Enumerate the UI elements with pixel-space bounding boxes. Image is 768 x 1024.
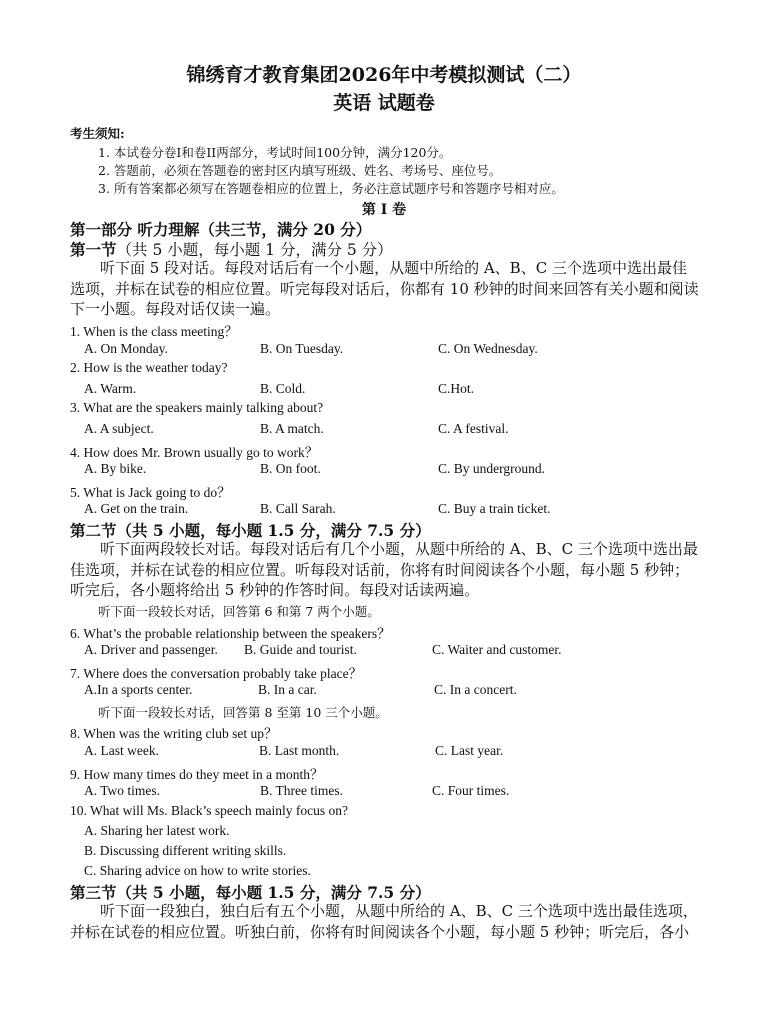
section2-note: 听下面一段较长对话，回答第 6 和第 7 两个小题。 [98, 604, 380, 619]
question: 9. How many times do they meet in a month？ [70, 767, 324, 782]
option-b: B. On Tuesday. [260, 341, 344, 356]
volume-title: 第 I 卷 [361, 202, 407, 218]
notice-item: 3. 所有答案都必须写在答题卷相应的位置上，务必注意试题序号和答题序号相对应。 [98, 181, 564, 196]
question: 5. What is Jack going to do？ [70, 485, 231, 500]
question: 1. When is the class meeting？ [70, 324, 238, 339]
question: 7. Where does the conversation probably take place？ [70, 666, 363, 681]
option-a: A. On Monday. [84, 341, 168, 356]
question: 3. What are the speakers mainly talking about? [70, 400, 324, 415]
notice-item: 2. 答题前，必须在答题卷的密封区内填写班级、姓名、考场号、座位号。 [98, 163, 502, 178]
option-b: B. Guide and tourist. [244, 642, 357, 657]
option-c: C. Sharing advice on how to write stories. [84, 863, 311, 878]
section3-title: 第三节（共 5 小题，每小题 1.5 分，满分 7.5 分） [70, 883, 431, 902]
question: 10. What will Ms. Black’s speech mainly focus on? [70, 803, 348, 818]
option-b: B. Cold. [260, 381, 306, 396]
option-c: C. Last year. [435, 743, 504, 758]
option-b: B. Three times. [260, 783, 343, 798]
option-b: B. On foot. [260, 461, 321, 476]
option-c: C. Waiter and customer. [432, 642, 562, 657]
option-a: A. Sharing her latest work. [84, 823, 230, 838]
section1-title: 第一节（共 5 小题，每小题 1 分，满分 5 分） [70, 240, 393, 259]
option-c: C. By underground. [438, 461, 545, 476]
option-b: B. Call Sarah. [260, 501, 336, 516]
option-c: C.Hot. [438, 381, 475, 396]
option-a: A. Two times. [84, 783, 161, 798]
option-c: C. Buy a train ticket. [438, 501, 551, 516]
exam-subtitle: 英语 试题卷 [333, 92, 435, 114]
notice-item: 1. 本试卷分卷I和卷II两部分，考试时间100分钟，满分120分。 [98, 145, 452, 160]
part1-title: 第一部分 听力理解（共三节，满分 20 分） [70, 220, 372, 239]
option-b: B. In a car. [258, 682, 317, 697]
section1-instruction: 听下面 5 段对话。每段对话后有一个小题，从题中所给的 A、B、C 三个选项中选出最佳选项，并标在试卷的相应位置。听完每段对话后，你都有 10 秒钟的时间来回答有关小题和阅读下一小题。每段对话仅读一遍。 [70, 259, 699, 318]
section2-note: 听下面一段较长对话，回答第 8 至第 10 三个小题。 [98, 705, 388, 720]
option-a: A. Driver and passenger. [84, 642, 218, 657]
option-c: C. Four times. [432, 783, 510, 798]
question: 2. How is the weather today? [70, 360, 228, 375]
option-a: A. Warm. [84, 381, 137, 396]
option-a: A. Last week. [84, 743, 159, 758]
option-c: C. In a concert. [434, 682, 517, 697]
option-a: A.In a sports center. [84, 682, 193, 697]
section3-instruction: 听下面一段独白，独白后有五个小题，从题中所给的 A、B、C 三个选项中选出最佳选项，并标在试卷的相应位置。听独白前，你将有时间阅读各个小题，每小题 5 秒钟；听完后，各小 [70, 902, 698, 941]
option-b: B. Last month. [259, 743, 340, 758]
section2-title: 第二节（共 5 小题，每小题 1.5 分，满分 7.5 分） [70, 521, 431, 540]
section2-instruction: 听下面两段较长对话。每段对话后有几个小题，从题中所给的 A、B、C 三个选项中选出最佳选项，并标在试卷的相应位置。听每段对话前，你将有时间阅读各个小题，每小题 5 秒钟；听完后，各小题将给出 5 秒钟的作答时间。每段对话读两遍。 [70, 540, 698, 599]
exam-title: 锦绣育才教育集团2026年中考模拟测试（二） [186, 64, 582, 86]
question: 6. What’s the probable relationship between the speakers？ [70, 626, 391, 641]
option-b: B. A match. [260, 421, 324, 436]
question: 8. When was the writing club set up？ [70, 726, 278, 741]
question: 4. How does Mr. Brown usually go to work？ [70, 445, 319, 460]
option-a: A. By bike. [84, 461, 147, 476]
option-b: B. Discussing different writing skills. [84, 843, 287, 858]
option-c: C. A festival. [438, 421, 509, 436]
option-a: A. A subject. [84, 421, 154, 436]
notice-heading: 考生须知: [70, 126, 125, 141]
option-a: A. Get on the train. [84, 501, 189, 516]
option-c: C. On Wednesday. [438, 341, 538, 356]
